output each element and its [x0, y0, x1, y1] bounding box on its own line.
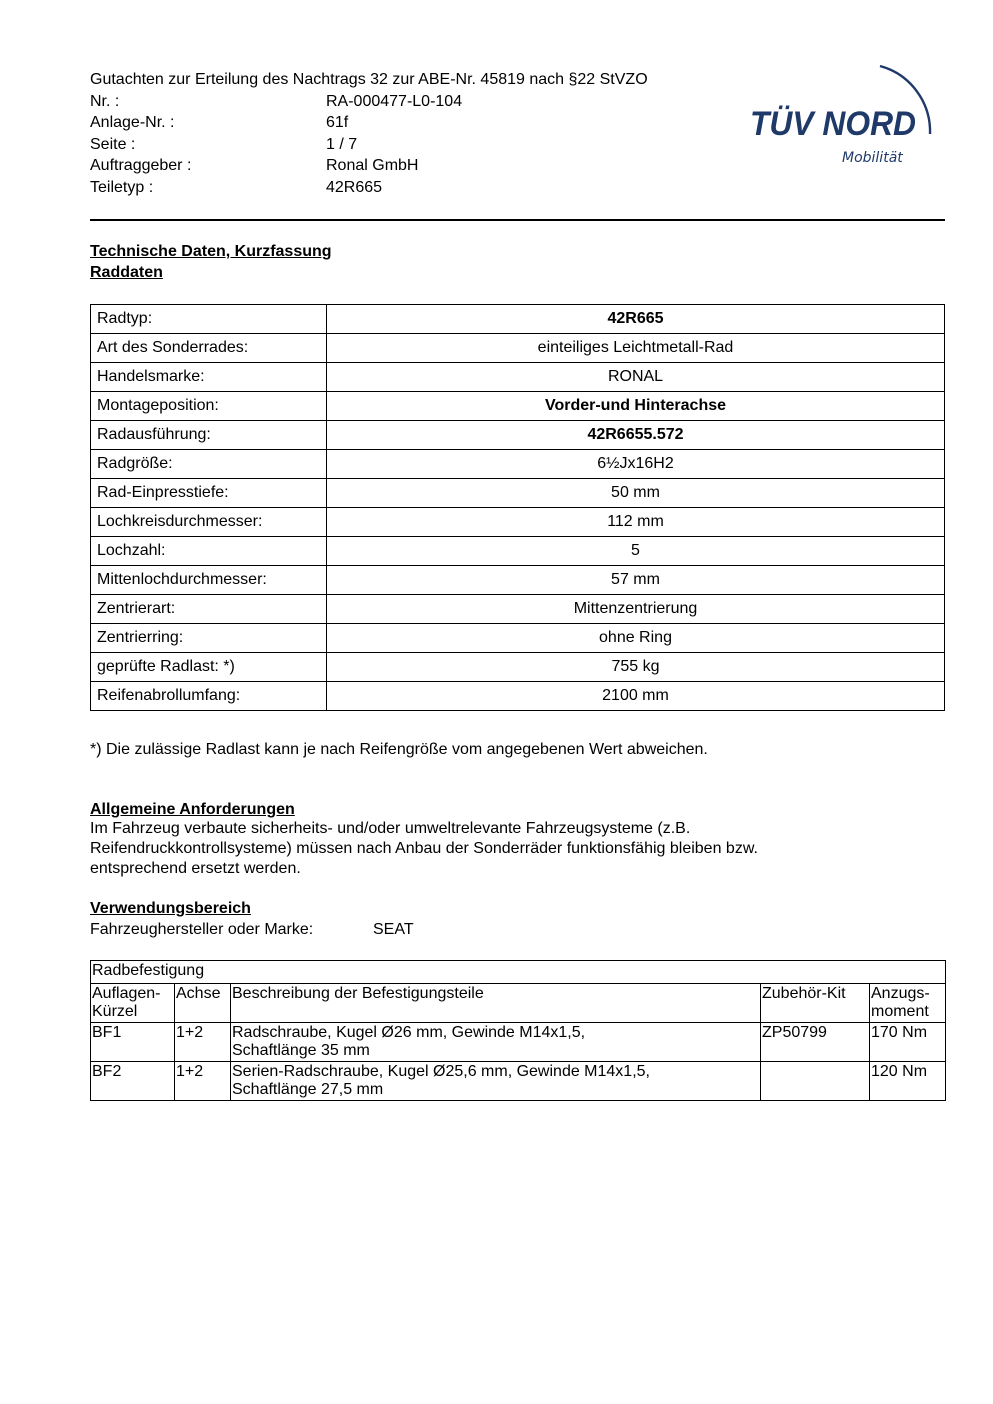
- wheel-value: 5: [327, 537, 945, 566]
- table-row: [91, 450, 945, 479]
- wheel-value: 2100 mm: [327, 682, 945, 711]
- header-line: Anzugs-: [871, 985, 930, 1002]
- table-row: [91, 305, 945, 334]
- fixing-axle: 1+2: [175, 1062, 231, 1101]
- wheel-value: Vorder-und Hinterachse: [327, 392, 945, 421]
- table-row: [91, 653, 945, 682]
- header-value: 1 / 7: [326, 135, 358, 153]
- table-row: [91, 537, 945, 566]
- fixing-code: BF1: [91, 1023, 175, 1062]
- wheel-key: Radausführung:: [91, 421, 327, 450]
- wheel-value: einteiliges Leichtmetall-Rad: [327, 334, 945, 363]
- wheel-key: geprüfte Radlast: *): [91, 653, 327, 682]
- col-header-axle: Achse: [175, 984, 231, 1023]
- header-label: Auftraggeber :: [90, 157, 192, 175]
- general-line: entsprechend ersetzt werden.: [90, 860, 301, 877]
- fixing-caption: Radbefestigung: [91, 961, 946, 984]
- header-line: Kürzel: [92, 1003, 138, 1020]
- table-row: [91, 392, 945, 421]
- col-header-code: [91, 984, 175, 1023]
- fixing-code: BF2: [91, 1062, 175, 1101]
- wheel-value: ohne Ring: [327, 624, 945, 653]
- fixing-axle: 1+2: [175, 1023, 231, 1062]
- col-header-torque: [870, 984, 946, 1023]
- wheel-key: Handelsmarke:: [91, 363, 327, 392]
- fixing-kit: ZP50799: [761, 1023, 870, 1062]
- header-label: Seite :: [90, 135, 136, 153]
- wheel-key: Zentrierring:: [91, 624, 327, 653]
- table-caption-row: [91, 961, 946, 984]
- col-header-kit: Zubehör-Kit: [761, 984, 870, 1023]
- table-row: [91, 1062, 946, 1101]
- table-row: [91, 421, 945, 450]
- tuv-nord-logo: [748, 46, 948, 170]
- fixing-desc: [231, 1062, 761, 1101]
- header-value: RA-000477-L0-104: [326, 93, 463, 110]
- wheel-value: 57 mm: [327, 566, 945, 595]
- table-row: [91, 508, 945, 537]
- header-label: Nr. :: [90, 93, 120, 110]
- wheel-value: 42R665: [327, 305, 945, 334]
- wheel-data-table: [90, 304, 945, 711]
- section-title-usage: Verwendungsbereich: [90, 900, 251, 917]
- table-header-row: [91, 984, 946, 1023]
- wheel-key: Radtyp:: [91, 305, 327, 334]
- usage-manufacturer: [90, 919, 414, 940]
- wheel-key: Zentrierart:: [91, 595, 327, 624]
- general-line: Im Fahrzeug verbaute sicherheits- und/oder umweltrelevante Fahrzeugsysteme (z.B.: [90, 820, 691, 837]
- wheel-value: Mittenzentrierung: [327, 595, 945, 624]
- wheel-key: Radgröße:: [91, 450, 327, 479]
- wheel-value: 112 mm: [327, 508, 945, 537]
- general-line: Reifendruckkontrollsysteme) müssen nach Anbau der Sonderräder funktionsfähig bleiben bzw.: [90, 840, 758, 857]
- table-row: [91, 1023, 946, 1062]
- fixing-kit: [761, 1062, 870, 1101]
- section-subtitle-raddaten: Raddaten: [90, 264, 163, 281]
- header-value: Ronal GmbH: [326, 157, 419, 175]
- header-divider: [90, 219, 945, 221]
- table-row: [91, 595, 945, 624]
- wheel-key: Lochkreisdurchmesser:: [91, 508, 327, 537]
- logo-sub: Mobilität: [842, 150, 903, 166]
- logo-brand: TÜV NORD: [750, 105, 916, 143]
- fixing-desc: [231, 1023, 761, 1062]
- wheel-key: Mittenlochdurchmesser:: [91, 566, 327, 595]
- header-label: Anlage-Nr. :: [90, 114, 175, 132]
- wheel-key: Lochzahl:: [91, 537, 327, 566]
- section-title-technical: Technische Daten, Kurzfassung: [90, 243, 332, 260]
- desc-line: Serien-Radschraube, Kugel Ø25,6 mm, Gewinde M14x1,5,: [232, 1063, 650, 1080]
- desc-line: Radschraube, Kugel Ø26 mm, Gewinde M14x1,5,: [232, 1024, 586, 1041]
- table-row: [91, 479, 945, 508]
- header-line: Auflagen-: [92, 985, 161, 1002]
- desc-line: Schaftlänge 35 mm: [232, 1042, 370, 1059]
- usage-value: SEAT: [373, 921, 414, 938]
- fixing-torque: 170 Nm: [870, 1023, 946, 1062]
- header-line: moment: [871, 1003, 929, 1020]
- desc-line: Schaftlänge 27,5 mm: [232, 1081, 384, 1098]
- document-title: Gutachten zur Erteilung des Nachtrags 32 zur ABE-Nr. 45819 nach §22 StVZO: [90, 71, 648, 88]
- wheel-key: Montageposition:: [91, 392, 327, 421]
- table-row: [91, 682, 945, 711]
- wheel-value: 755 kg: [327, 653, 945, 682]
- wheel-key: Reifenabrollumfang:: [91, 682, 327, 711]
- general-requirements-text: [90, 819, 945, 879]
- wheel-key: Art des Sonderrades:: [91, 334, 327, 363]
- header-label: Teiletyp :: [90, 178, 154, 196]
- col-header-desc: Beschreibung der Befestigungsteile: [231, 984, 761, 1023]
- wheel-value: 50 mm: [327, 479, 945, 508]
- wheel-value: 6½Jx16H2: [327, 450, 945, 479]
- table-row: [91, 624, 945, 653]
- table-row: [91, 566, 945, 595]
- radlast-footnote: *) Die zulässige Radlast kann je nach Reifengröße vom angegebenen Wert abweichen.: [90, 741, 708, 758]
- header-value: 42R665: [326, 178, 383, 196]
- fixing-torque: 120 Nm: [870, 1062, 946, 1101]
- wheel-value: 42R6655.572: [327, 421, 945, 450]
- wheel-key: Rad-Einpresstiefe:: [91, 479, 327, 508]
- table-row: [91, 334, 945, 363]
- wheel-fixing-table: [90, 960, 946, 1101]
- header-value: 61f: [326, 114, 349, 132]
- table-row: [91, 363, 945, 392]
- usage-label: Fahrzeughersteller oder Marke:: [90, 921, 314, 938]
- wheel-value: RONAL: [327, 363, 945, 392]
- section-title-general: Allgemeine Anforderungen: [90, 801, 295, 818]
